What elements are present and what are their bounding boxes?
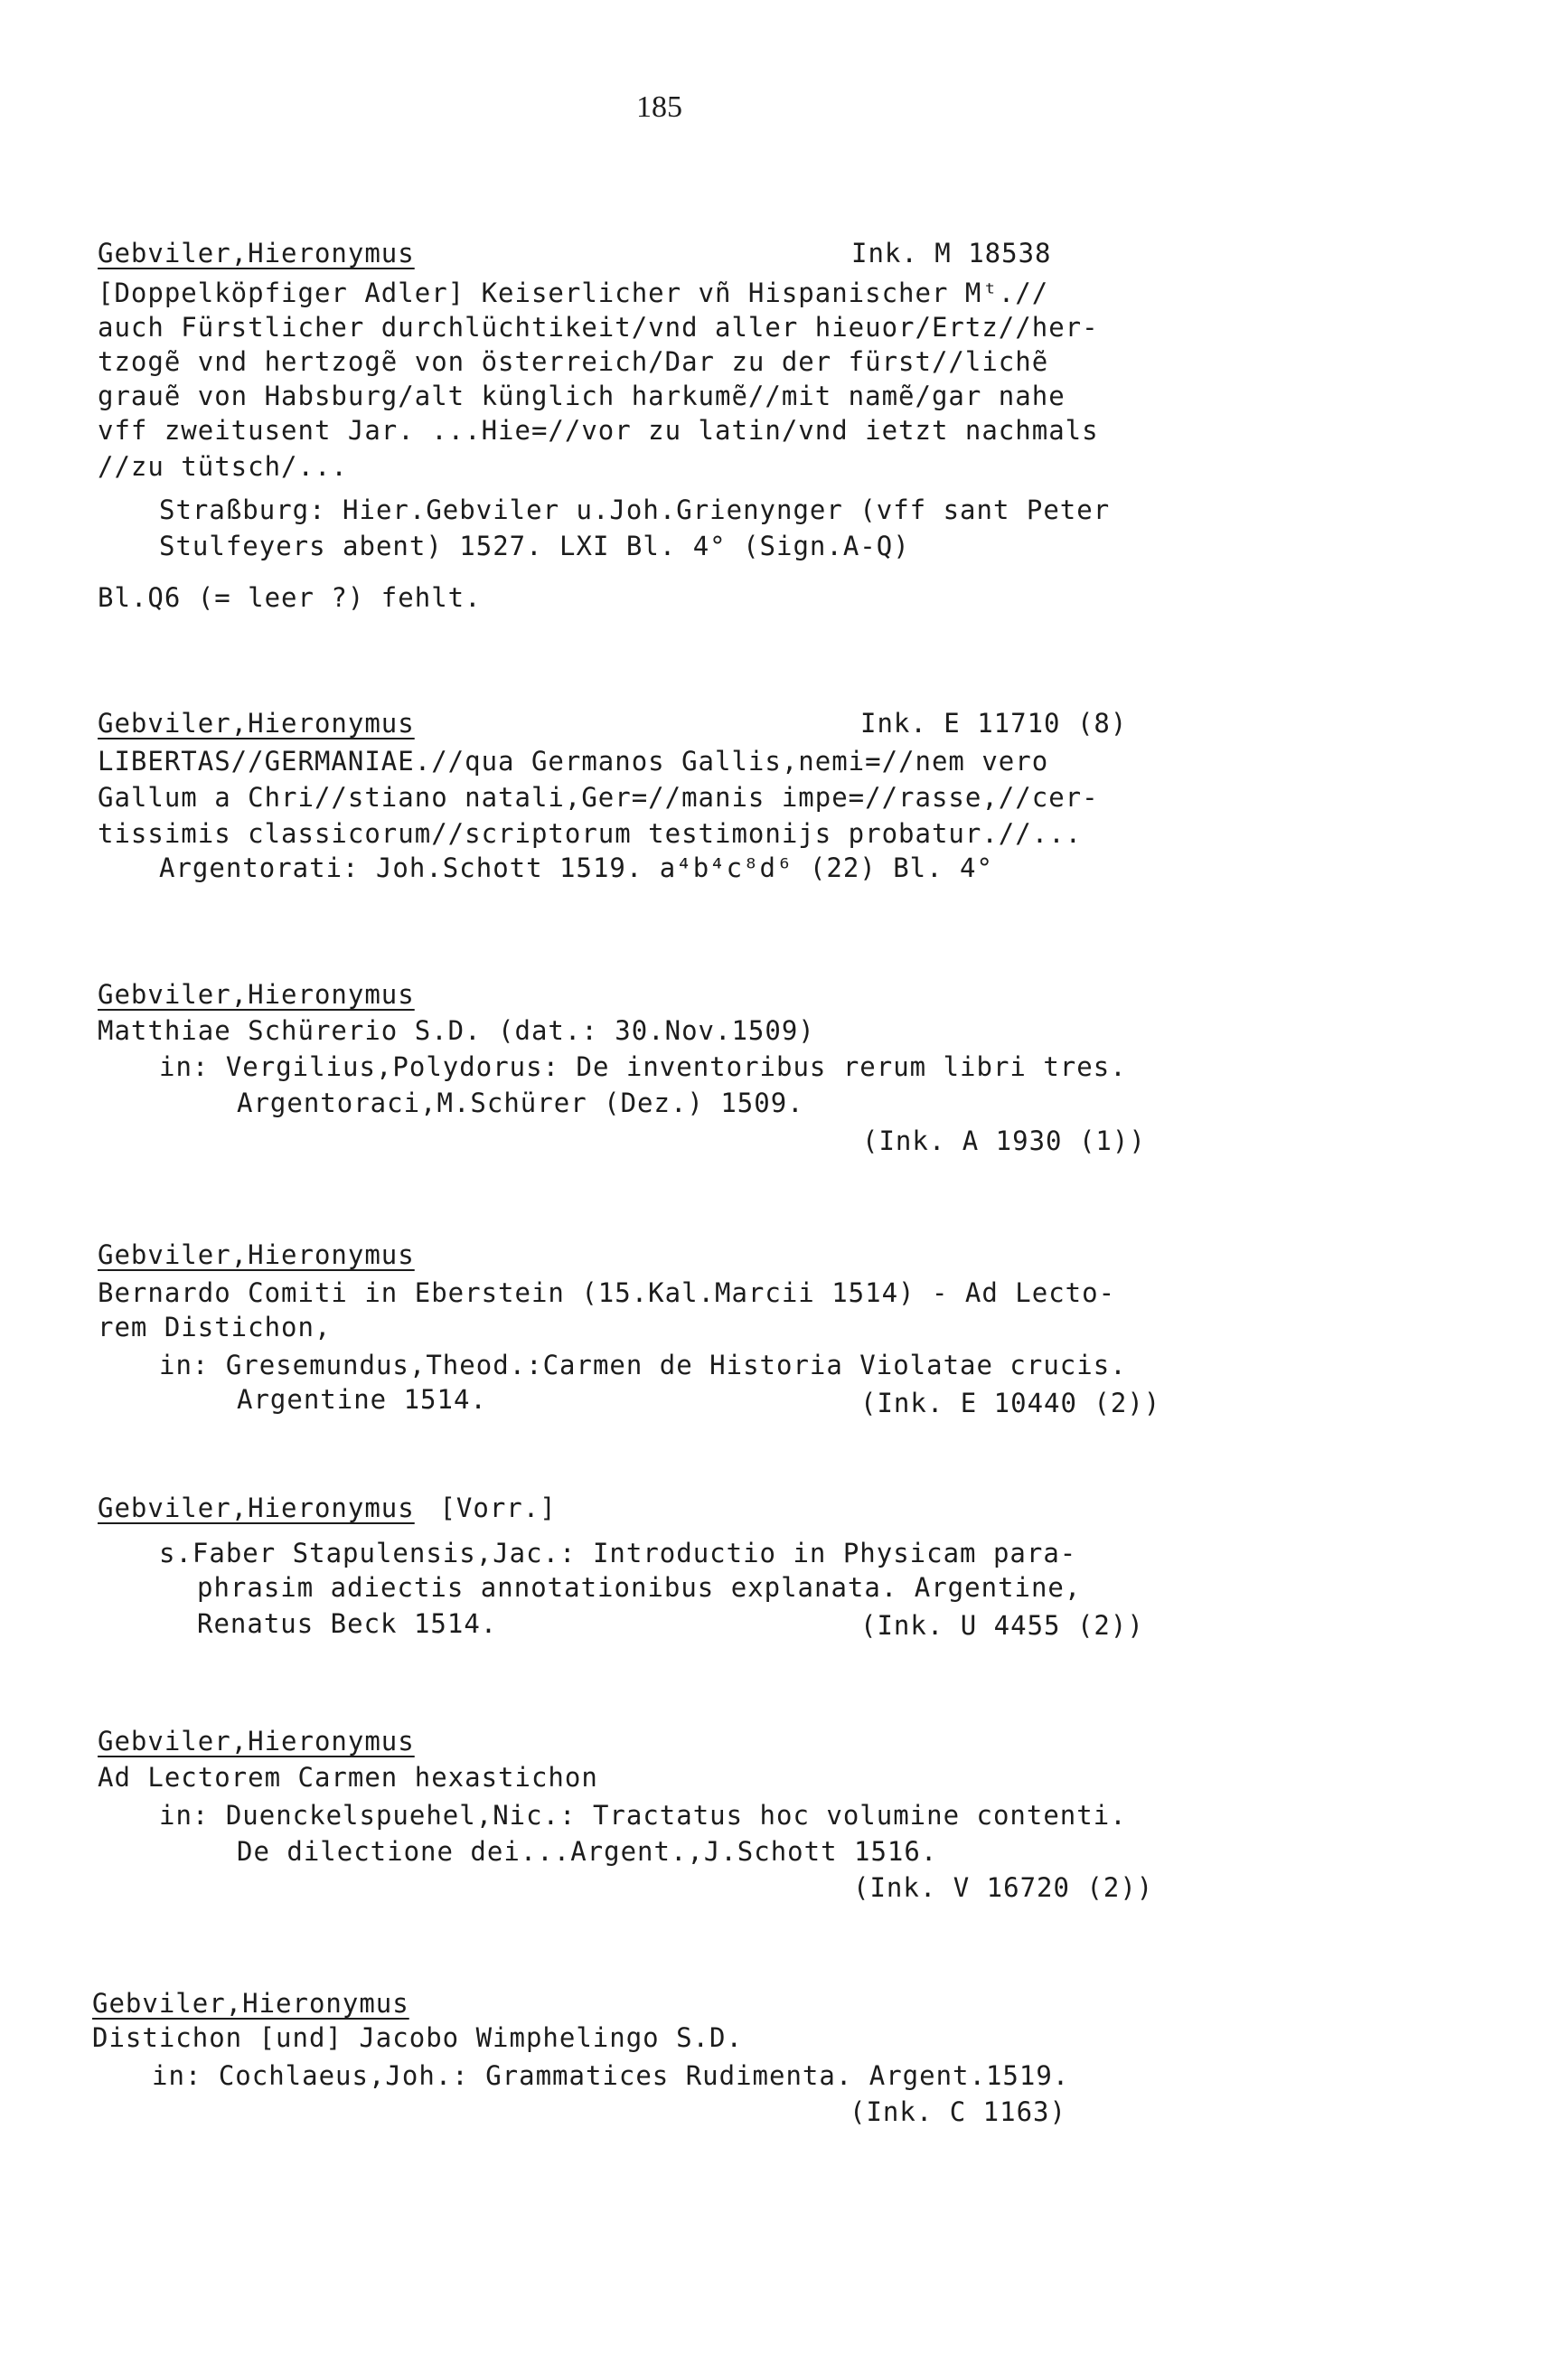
entry-line: Gallum a Chri//stiano natali,Ger=//manis impe=//rasse,//cer- [98, 782, 1099, 813]
entry-line: De dilectione dei...Argent.,J.Schott 1516. [237, 1836, 938, 1867]
entry-line: tzogẽ vnd hertzogẽ von österreich/Dar zu der fürst//lichẽ [98, 346, 1049, 377]
shelf-mark: (Ink. A 1930 (1)) [862, 1125, 1146, 1156]
entry-line: Matthiae Schürerio S.D. (dat.: 30.Nov.1509) [98, 1015, 815, 1046]
entry-line: Ad Lectorem Carmen hexastichon [98, 1762, 598, 1793]
entry-line: in: Duenckelspuehel,Nic.: Tractatus hoc volumine contenti. [159, 1800, 1127, 1831]
entry-line: Stulfeyers abent) 1527. LXI Bl. 4° (Sign.A-Q) [159, 531, 910, 561]
shelf-mark: (Ink. C 1163) [850, 2096, 1066, 2127]
entry-line: Straßburg: Hier.Gebviler u.Joh.Grienynger (vff sant Peter [159, 494, 1111, 525]
entry-line: Argentorati: Joh.Schott 1519. a⁴b⁴c⁸d⁶ (22) Bl. 4° [159, 852, 993, 883]
entry-line: Argentine 1514. [237, 1384, 487, 1415]
entry-line: tissimis classicorum//scriptorum testimonijs probatur.//... [98, 818, 1083, 849]
entry-line: Renatus Beck 1514. [197, 1608, 498, 1639]
entry-heading: Gebviler,Hieronymus [98, 1239, 415, 1270]
entry-line: Bernardo Comiti in Eberstein (15.Kal.Marcii 1514) - Ad Lecto- [98, 1277, 1116, 1308]
shelf-mark: (Ink. E 10440 (2)) [860, 1388, 1161, 1418]
entry-heading: Gebviler,Hieronymus [98, 1726, 415, 1757]
entry-line: in: Gresemundus,Theod.:Carmen de Historia Violatae crucis. [159, 1350, 1127, 1380]
entry-line: in: Cochlaeus,Joh.: Grammatices Rudimenta. Argent.1519. [152, 2060, 1070, 2091]
entry-line: //zu tütsch/... [98, 451, 348, 482]
entry-heading: Gebviler,Hieronymus [98, 979, 415, 1010]
entry-heading: Gebviler,Hieronymus [98, 238, 415, 268]
entry-line: vff zweitusent Jar. ...Hie=//vor zu latin/vnd ietzt nachmals [98, 415, 1099, 446]
entry-line: [Doppelköpfiger Adler] Keiserlicher vñ Hispanischer Mᵗ.// [98, 278, 1049, 308]
entry-heading: Gebviler,Hieronymus [98, 1493, 415, 1523]
entry-line: in: Vergilius,Polydorus: De inventoribus rerum libri tres. [159, 1051, 1127, 1082]
entry-line: phrasim adiectis annotationibus explanata. Argentine, [197, 1572, 1082, 1603]
shelf-mark: Ink. E 11710 (8) [860, 708, 1128, 739]
entry-line: grauẽ von Habsburg/alt künglich harkumẽ//mit namẽ/gar nahe [98, 381, 1066, 411]
entry-line: auch Fürstlicher durchlüchtikeit/vnd aller hieuor/Ertz//her- [98, 312, 1099, 343]
entry-heading: Gebviler,Hieronymus [98, 708, 415, 739]
shelf-mark: (Ink. U 4455 (2)) [860, 1610, 1144, 1641]
entry-heading: Gebviler,Hieronymus [92, 1988, 409, 2019]
entry-line: s.Faber Stapulensis,Jac.: Introductio in Physicam para- [159, 1538, 1077, 1568]
entry-line: Bl.Q6 (= leer ?) fehlt. [98, 582, 482, 613]
shelf-mark: Ink. M 18538 [851, 238, 1052, 268]
entry-heading-suffix: [Vorr.] [423, 1493, 557, 1523]
shelf-mark: (Ink. V 16720 (2)) [853, 1872, 1154, 1903]
entry-line: LIBERTAS//GERMANIAE.//qua Germanos Gallis,nemi=//nem vero [98, 746, 1049, 777]
entry-line: rem Distichon, [98, 1312, 332, 1342]
page-number: 185 [636, 90, 682, 124]
entry-line: Distichon [und] Jacobo Wimphelingo S.D. [92, 2022, 743, 2053]
entry-line: Argentoraci,M.Schürer (Dez.) 1509. [237, 1088, 804, 1118]
